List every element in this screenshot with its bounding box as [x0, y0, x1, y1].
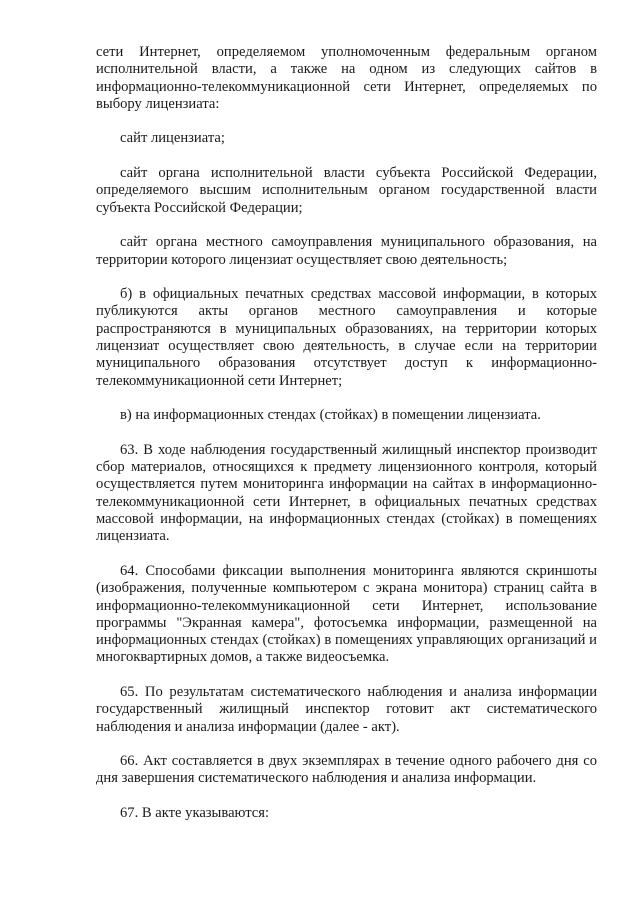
paragraph-64: 64. Способами фиксации выполнения мониторинга являются скриншоты (изображения, полученные компьютером с экрана монитора) страниц сайта в информационно-телекоммуникационной сети Интернет, использование программы "Экранная камера", фотосъемка информации, размещенной на информационных стендах (стойках) в помещениях управляющих организаций и многоквартирных домов, а также видеосъемка. [96, 562, 597, 666]
document-body [96, 44, 597, 840]
paragraph-continuation: сети Интернет, определяемом уполномоченным федеральным органом исполнительной власти, а также на одном из следующих сайтов в информационно-телекоммуникационной сети Интернет, определяемых по выбору лицензиата: [96, 44, 597, 112]
paragraph-63: 63. В ходе наблюдения государственный жилищный инспектор производит сбор материалов, относящихся к предмету лицензионного контроля, который осуществляется путем мониторинга информации на сайтах в информационно-телекоммуникационной сети Интернет, в официальных печатных средствах массовой информации, на информационных стендах (стойках) в помещениях лицензиата. [96, 441, 597, 545]
paragraph-65: 65. По результатам систематического наблюдения и анализа информации государственный жилищный инспектор готовит акт систематического наблюдения и анализа информации (далее - акт). [96, 683, 597, 735]
paragraph-item-v: в) на информационных стендах (стойках) в помещении лицензиата. [120, 407, 541, 424]
paragraph-item-b: б) в официальных печатных средствах массовой информации, в которых публикуются акты органов местного самоуправления и которые распространяются в муниципальных образованиях, на территории которых лицензиат осуществляет свою деятельность, в случае если на территории муниципального образования отсутствует доступ к информационно-телекоммуникационной сети Интернет; [96, 286, 597, 389]
paragraph-licensee-site: сайт лицензиата; [120, 130, 225, 147]
paragraph-66: 66. Акт составляется в двух экземплярах в течение одного рабочего дня со дня завершения систематического наблюдения и анализа информации. [96, 753, 597, 787]
paragraph-67: 67. В акте указываются: [120, 805, 270, 822]
paragraph-local-government-site: сайт органа местного самоуправления муниципального образования, на территории которого лицензиат осуществляет свою деятельность; [96, 234, 597, 268]
paragraph-regional-authority-site: сайт органа исполнительной власти субъекта Российской Федерации, определяемого высшим исполнительным органом государственной власти субъекта Российской Федерации; [96, 165, 597, 216]
